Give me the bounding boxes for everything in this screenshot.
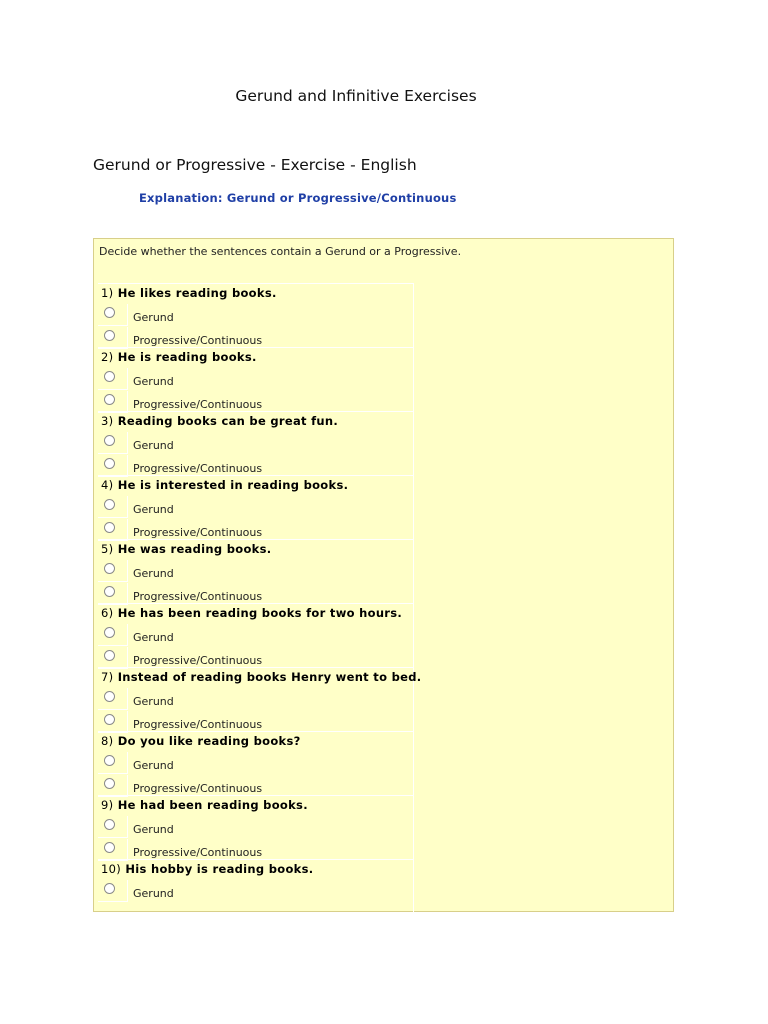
option-label: Progressive/Continuous <box>133 590 263 603</box>
radio-cell <box>98 496 128 518</box>
question-item <box>98 667 422 731</box>
exercise-box <box>93 238 674 912</box>
radio-button[interactable] <box>104 819 115 830</box>
question-sentence: His hobby is reading books. <box>125 862 314 876</box>
radio-cell <box>98 391 128 413</box>
radio-cell <box>98 455 128 477</box>
radio-button[interactable] <box>104 522 115 533</box>
question-sentence: Do you like reading books? <box>117 734 301 748</box>
exercise-title: Gerund or Progressive - Exercise - English <box>93 156 417 174</box>
option-label: Gerund <box>133 887 174 900</box>
option-gerund <box>98 688 414 710</box>
radio-cell <box>98 327 128 349</box>
option-label: Progressive/Continuous <box>133 462 263 475</box>
option-progressive <box>98 775 414 797</box>
option-gerund <box>98 752 414 774</box>
question-text <box>101 478 348 492</box>
radio-button[interactable] <box>104 714 115 725</box>
radio-button[interactable] <box>104 435 115 446</box>
option-label: Gerund <box>133 567 174 580</box>
question-item <box>98 347 414 411</box>
radio-button[interactable] <box>104 755 115 766</box>
radio-button[interactable] <box>104 691 115 702</box>
option-label: Progressive/Continuous <box>133 782 263 795</box>
radio-cell <box>98 368 128 390</box>
radio-cell <box>98 775 128 797</box>
question-text <box>101 798 308 812</box>
question-text <box>101 606 402 620</box>
question-sentence: Reading books can be great fun. <box>117 414 339 428</box>
radio-cell <box>98 839 128 861</box>
question-number: 6) <box>101 606 114 620</box>
radio-cell <box>98 688 128 710</box>
option-gerund <box>98 560 414 582</box>
option-progressive <box>98 711 414 733</box>
option-label: Progressive/Continuous <box>133 334 263 347</box>
option-gerund <box>98 432 414 454</box>
option-label: Gerund <box>133 631 174 644</box>
question-number: 8) <box>101 734 114 748</box>
radio-button[interactable] <box>104 563 115 574</box>
radio-cell <box>98 880 128 902</box>
page-title: Gerund and Infinitive Exercises <box>235 87 477 105</box>
question-text <box>101 542 271 556</box>
radio-button[interactable] <box>104 650 115 661</box>
question-sentence: He has been reading books for two hours. <box>117 606 403 620</box>
radio-button[interactable] <box>104 499 115 510</box>
option-label: Progressive/Continuous <box>133 398 263 411</box>
option-label: Progressive/Continuous <box>133 718 263 731</box>
question-number: 1) <box>101 286 114 300</box>
question-item <box>98 539 414 603</box>
radio-cell <box>98 752 128 774</box>
option-progressive <box>98 839 414 861</box>
question-text <box>101 734 301 748</box>
question-text <box>101 414 338 428</box>
question-text <box>101 350 257 364</box>
radio-cell <box>98 432 128 454</box>
option-label: Gerund <box>133 503 174 516</box>
explanation-link[interactable]: Explanation: Gerund or Progressive/Continuous <box>139 191 457 205</box>
option-label: Gerund <box>133 823 174 836</box>
radio-cell <box>98 624 128 646</box>
option-progressive <box>98 583 414 605</box>
question-list <box>98 283 422 923</box>
question-sentence: He is interested in reading books. <box>117 478 349 492</box>
option-label: Progressive/Continuous <box>133 846 263 859</box>
radio-cell <box>98 711 128 733</box>
question-item <box>98 603 414 667</box>
radio-cell <box>98 304 128 326</box>
option-label: Gerund <box>133 311 174 324</box>
question-item <box>98 795 414 859</box>
option-gerund <box>98 624 414 646</box>
radio-cell <box>98 560 128 582</box>
radio-button[interactable] <box>104 394 115 405</box>
question-text <box>101 286 277 300</box>
option-gerund <box>98 816 414 838</box>
question-sentence: He is reading books. <box>117 350 257 364</box>
question-number: 5) <box>101 542 114 556</box>
question-sentence: He had been reading books. <box>117 798 308 812</box>
radio-cell <box>98 519 128 541</box>
radio-button[interactable] <box>104 586 115 597</box>
option-gerund <box>98 304 414 326</box>
question-number: 4) <box>101 478 114 492</box>
question-text <box>101 862 313 876</box>
option-label: Gerund <box>133 439 174 452</box>
question-number: 2) <box>101 350 114 364</box>
radio-button[interactable] <box>104 307 115 318</box>
question-sentence: He likes reading books. <box>117 286 277 300</box>
option-gerund <box>98 496 414 518</box>
question-item <box>98 731 414 795</box>
radio-button[interactable] <box>104 371 115 382</box>
question-item <box>98 283 414 347</box>
radio-cell <box>98 647 128 669</box>
question-number: 10) <box>101 862 122 876</box>
question-number: 3) <box>101 414 114 428</box>
question-item <box>98 411 414 475</box>
radio-button[interactable] <box>104 330 115 341</box>
question-item <box>98 475 414 539</box>
question-item <box>98 859 414 923</box>
option-gerund <box>98 880 414 902</box>
option-label: Gerund <box>133 695 174 708</box>
question-text <box>101 670 421 684</box>
radio-button[interactable] <box>104 842 115 853</box>
option-progressive <box>98 647 414 669</box>
radio-cell <box>98 816 128 838</box>
option-label: Progressive/Continuous <box>133 526 263 539</box>
option-label: Progressive/Continuous <box>133 654 263 667</box>
radio-cell <box>98 583 128 605</box>
instruction-text: Decide whether the sentences contain a Gerund or a Progressive. <box>99 245 462 258</box>
radio-button[interactable] <box>104 458 115 469</box>
radio-button[interactable] <box>104 627 115 638</box>
option-gerund <box>98 368 414 390</box>
option-progressive <box>98 455 414 477</box>
radio-button[interactable] <box>104 778 115 789</box>
question-sentence: Instead of reading books Henry went to bed. <box>117 670 422 684</box>
question-sentence: He was reading books. <box>117 542 272 556</box>
option-progressive <box>98 391 414 413</box>
radio-button[interactable] <box>104 883 115 894</box>
option-progressive <box>98 519 414 541</box>
question-number: 9) <box>101 798 114 812</box>
option-label: Gerund <box>133 759 174 772</box>
option-label: Gerund <box>133 375 174 388</box>
option-progressive <box>98 327 414 349</box>
question-number: 7) <box>101 670 114 684</box>
